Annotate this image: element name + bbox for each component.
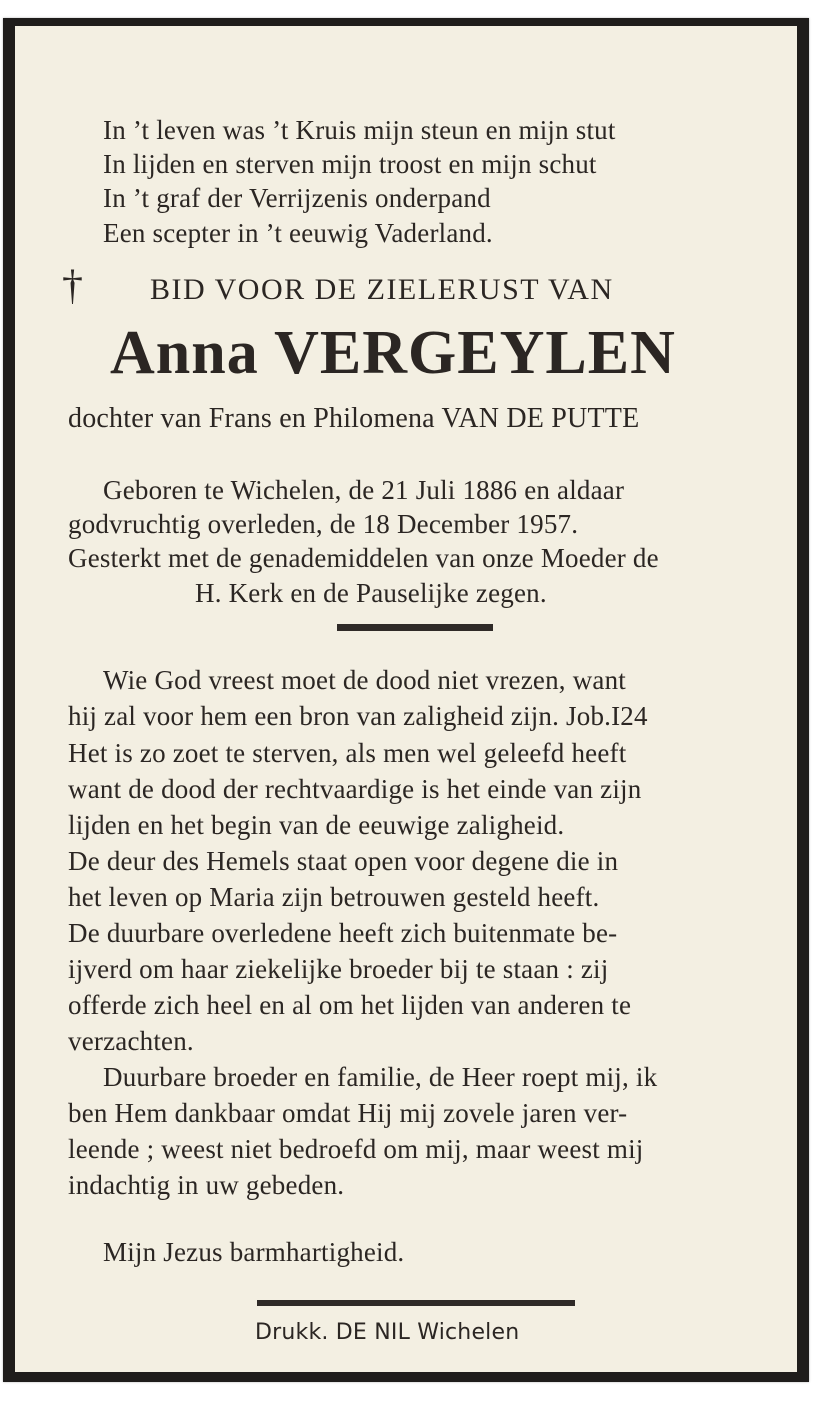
blessing-line: H. Kerk en de Pauselijke zegen. [195, 578, 547, 608]
printer-credit: Drukk. DE NIL Wichelen [255, 1320, 520, 1345]
verse-line-10: offerde zich heel en al om het lijden van anderen te [68, 990, 632, 1020]
closing-prayer: Mijn Jezus barmhartigheid. [103, 1237, 405, 1267]
birth-line: Geboren te Wichelen, de 21 Juli 1886 en aldaar [103, 475, 625, 505]
verse-line-15: indachtig in uw gebeden. [68, 1170, 345, 1200]
poem-line-2: In lijden en sterven mijn troost en mijn schut [103, 149, 597, 179]
verse-line-3: Het is zo zoet te sterven, als men wel geleefd heeft [68, 738, 627, 768]
verse-line-7: het leven op Maria zijn betrouwen gesteld heeft. [68, 882, 600, 912]
verse-line-6: De deur des Hemels staat open voor degene die in [68, 846, 619, 876]
poem-line-4: Een scepter in ’t eeuwig Vaderland. [103, 218, 493, 248]
poem-line-1: In ’t leven was ’t Kruis mijn steun en mijn stut [103, 115, 616, 145]
sacraments-line: Gesterkt met de genademiddelen van onze Moeder de [68, 543, 659, 573]
verse-line-4: want de dood der rechtvaardige is het einde van zijn [68, 774, 642, 804]
verse-line-2: hij zal voor hem een bron van zaligheid zijn. Job.I24 [68, 701, 648, 731]
verse-line-9: ijverd om haar ziekelijke broeder bij te staan : zij [68, 954, 609, 984]
section-divider [337, 624, 493, 631]
verse-line-5: lijden en het begin van de eeuwige zaligheid. [68, 810, 565, 840]
verse-line-11: verzachten. [68, 1026, 194, 1056]
prayer-heading: BID VOOR DE ZIELERUST VAN [150, 273, 614, 306]
card-paper [15, 26, 797, 1372]
footer-divider [257, 1300, 575, 1306]
verse-line-13: ben Hem dankbaar omdat Hij mij zovele jaren ver- [68, 1098, 628, 1128]
memorial-card [3, 18, 809, 1382]
parents-line: dochter van Frans en Philomena VAN DE PUTTE [68, 403, 640, 434]
verse-line-1: Wie God vreest moet de dood niet vrezen, want [103, 665, 626, 695]
death-line: godvruchtig overleden, de 18 December 1957. [68, 509, 579, 539]
poem-line-3: In ’t graf der Verrijzenis onderpand [103, 183, 491, 213]
cross-icon: † [62, 263, 83, 309]
verse-line-8: De duurbare overledene heeft zich buitenmate be- [68, 918, 618, 948]
verse-line-14: leende ; weest niet bedroefd om mij, maar weest mij [68, 1134, 644, 1164]
deceased-name: Anna VERGEYLEN [110, 319, 676, 387]
verse-line-12: Duurbare broeder en familie, de Heer roept mij, ik [103, 1062, 658, 1092]
